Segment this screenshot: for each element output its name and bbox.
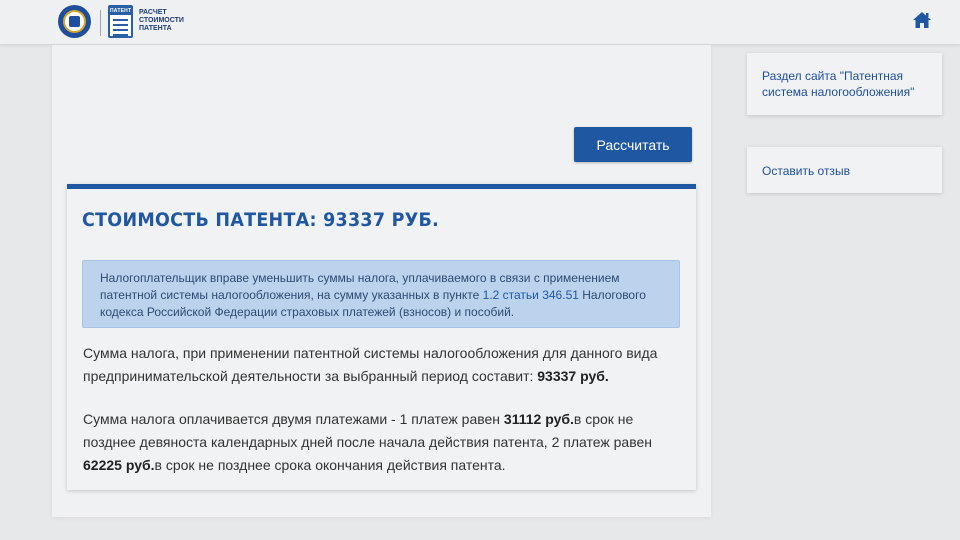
top-header — [0, 0, 960, 45]
payment-schedule-paragraph — [83, 408, 683, 477]
emblem-eagle-icon — [69, 16, 80, 27]
payment-text-1: Сумма налога оплачивается двумя платежами - 1 платеж равен — [83, 411, 504, 427]
logo-divider — [100, 10, 101, 36]
payment-amount-1: 31112 руб. — [503, 411, 574, 427]
patent-logo-icon[interactable] — [108, 5, 133, 38]
app-title-line3: ПАТЕНТА — [139, 25, 172, 32]
fns-emblem-logo[interactable] — [58, 5, 91, 38]
sidebar-item-patent-section-link[interactable]: Раздел сайта "Патентная система налогообложения" — [747, 53, 942, 115]
sidebar-item-feedback-link[interactable]: Оставить отзыв — [747, 147, 942, 193]
tax-code-article-link[interactable]: 1.2 статьи 346.51 — [482, 288, 579, 302]
tax-amount-value: 93337 руб. — [537, 368, 609, 384]
tax-amount-paragraph — [83, 342, 683, 388]
patent-logo-tag: ПАТЕНТ — [110, 8, 132, 14]
app-title-line1: РАСЧЕТ — [139, 9, 167, 16]
tax-reduction-notice — [82, 260, 680, 328]
app-title[interactable] — [139, 9, 199, 33]
home-icon[interactable] — [912, 11, 932, 29]
patent-logo-lines — [113, 19, 128, 39]
payment-amount-2: 62225 руб. — [83, 457, 155, 473]
app-title-line2: СТОИМОСТИ — [139, 17, 184, 24]
result-card — [67, 184, 696, 490]
payment-text-2: в срок не позднее девяноста календарных дней после начала действия патента, 2 платеж равен — [83, 411, 653, 450]
result-title: СТОИМОСТЬ ПАТЕНТА: 93337 РУБ. — [82, 209, 440, 231]
emblem-inner — [63, 10, 86, 33]
notice-text-before: Налогоплательщик вправе уменьшить суммы налога, уплачиваемого в связи с применением патентной системы налогообложения, на сумму указанных в пункте — [100, 271, 620, 302]
tax-amount-text: Сумма налога, при применении патентной системы налогообложения для данного вида предпринимательской деятельности за выбранный период составит: — [83, 345, 658, 384]
calculate-button[interactable]: Рассчитать — [574, 127, 692, 162]
notice-text-after: Налогового кодекса Российской Федерации страховых платежей (взносов) и пособий. — [100, 288, 646, 319]
payment-text-3: в срок не позднее срока окончания действия патента. — [154, 457, 506, 473]
